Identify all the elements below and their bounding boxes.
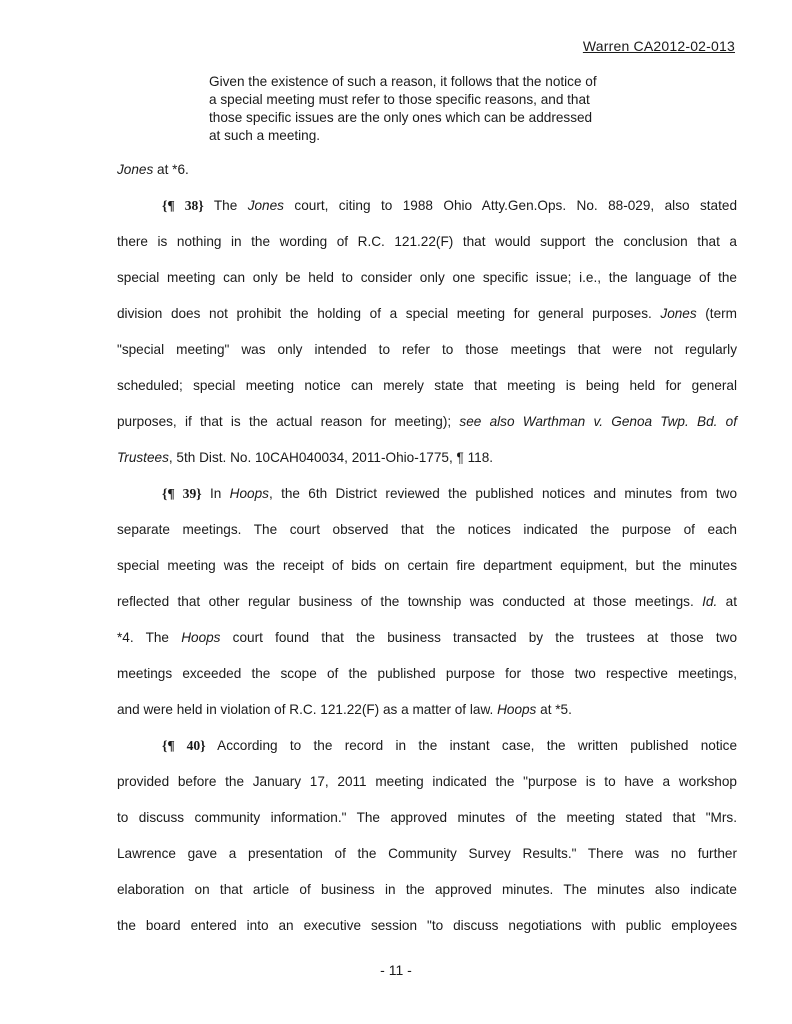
paragraph-line: *4. The Hoops court found that the business transacted by the trustees at those two (117, 630, 737, 645)
page-header (583, 38, 735, 54)
citation-text: Jones at *6. (117, 162, 189, 177)
paragraph-line: "special meeting" was only intended to refer to those meetings that were not regularly (117, 342, 737, 357)
paragraph-line: there is nothing in the wording of R.C. 121.22(F) that would support the conclusion that a (117, 234, 737, 249)
paragraph-line: division does not prohibit the holding of a special meeting for general purposes. Jones (term (117, 306, 737, 321)
paragraph-line: Lawrence gave a presentation of the Community Survey Results." There was no further (117, 846, 737, 861)
paragraph-line: special meeting can only be held to consider only one specific issue; i.e., the language of the (117, 270, 737, 285)
block-quote-line: Given the existence of such a reason, it follows that the notice of (209, 74, 597, 89)
paragraph-number: {¶ 39} (162, 486, 202, 501)
page-number: - 11 - (380, 962, 412, 978)
paragraph-line: {¶ 38} The Jones court, citing to 1988 Ohio Atty.Gen.Ops. No. 88-029, also stated (162, 198, 737, 213)
case-name: Jones (117, 162, 154, 177)
paragraph-line: reflected that other regular business of the township was conducted at those meetings. Id. at (117, 594, 737, 609)
paragraph-line: and were held in violation of R.C. 121.22(F) as a matter of law. Hoops at *5. (117, 702, 572, 717)
paragraph-line: scheduled; special meeting notice can merely state that meeting is being held for general (117, 378, 737, 393)
paragraph-line: separate meetings. The court observed that the notices indicated the purpose of each (117, 522, 737, 537)
paragraph-number: {¶ 40} (162, 738, 206, 753)
paragraph-line: special meeting was the receipt of bids on certain fire department equipment, but the minutes (117, 558, 737, 573)
paragraph-number: {¶ 38} (162, 198, 204, 213)
paragraph-line: purposes, if that is the actual reason for meeting); see also Warthman v. Genoa Twp. Bd. of (117, 414, 737, 429)
paragraph-line: Trustees, 5th Dist. No. 10CAH040034, 2011-Ohio-1775, ¶ 118. (117, 450, 494, 465)
block-quote-line: a special meeting must refer to those specific reasons, and that (209, 92, 590, 107)
block-quote (209, 73, 649, 145)
paragraph-line: {¶ 40} According to the record in the instant case, the written published notice (162, 738, 738, 753)
paragraph-line: provided before the January 17, 2011 meeting indicated the "purpose is to have a workshop (117, 774, 737, 789)
case-number: Warren CA2012-02-013 (582, 38, 735, 54)
paragraph-line: elaboration on that article of business in the approved minutes. The minutes also indicate (117, 882, 737, 897)
paragraph-line: {¶ 39} In Hoops, the 6th District reviewed the published notices and minutes from two (162, 486, 738, 501)
paragraph-line: to discuss community information." The approved minutes of the meeting stated that "Mrs. (117, 810, 737, 825)
paragraph-line: meetings exceeded the scope of the published purpose for those two respective meetings, (117, 666, 737, 681)
block-quote-line: those specific issues are the only ones which can be addressed (209, 110, 593, 125)
block-quote-line: at such a meeting. (209, 128, 321, 143)
paragraph-line: the board entered into an executive session "to discuss negotiations with public employees (117, 918, 737, 933)
